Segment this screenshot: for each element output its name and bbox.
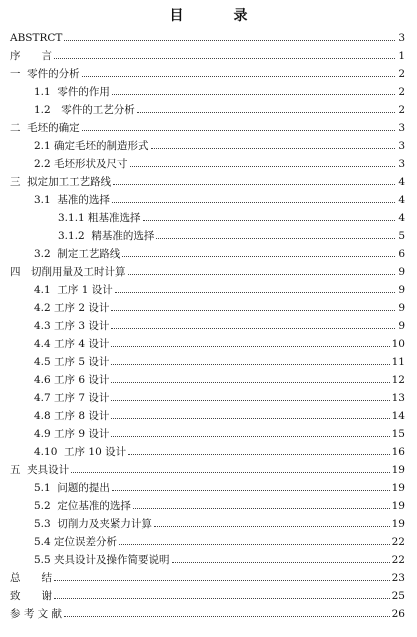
toc-entry-label: 5.1 问题的提出	[34, 482, 110, 494]
toc-entry-page: 4	[398, 212, 405, 224]
toc-entry-page: 26	[391, 608, 405, 620]
toc-entry-label: 3.1 基准的选择	[34, 194, 110, 206]
dot-leader	[113, 183, 395, 185]
toc-entry-page: 13	[391, 392, 405, 404]
toc-entry-page: 2	[398, 86, 405, 98]
toc-entry-label: 总 结	[10, 572, 52, 584]
toc-entry-page: 9	[398, 266, 405, 278]
toc-entry-page: 2	[398, 68, 405, 80]
dot-leader	[119, 543, 390, 545]
dot-leader	[122, 255, 395, 257]
toc-entry[interactable]	[10, 458, 405, 476]
toc-entry[interactable]	[34, 314, 405, 332]
toc-entry[interactable]	[10, 566, 405, 584]
toc-entry-label: 三 拟定加工工艺路线	[10, 176, 112, 188]
toc-entry-page: 3	[398, 158, 405, 170]
toc-entry-page: 11	[391, 356, 405, 368]
toc-entry-label: 5.5 夹具设计及操作简要说明	[34, 554, 170, 566]
toc-entry[interactable]	[34, 188, 405, 206]
toc-entry-label: 4.6 工序 6 设计	[34, 374, 110, 386]
toc-entry-label: ABSTRCT	[10, 32, 63, 44]
dot-leader	[112, 93, 395, 95]
toc-entry[interactable]	[34, 530, 405, 548]
toc-entry-label: 4.8 工序 8 设计	[34, 410, 110, 422]
toc-entry[interactable]	[34, 404, 405, 422]
toc-entry-page: 19	[391, 464, 405, 476]
toc-entry[interactable]	[34, 134, 405, 152]
toc-entry-page: 1	[398, 50, 405, 62]
toc-entry[interactable]	[34, 98, 405, 116]
toc-entry-label: 4.9 工序 9 设计	[34, 428, 110, 440]
toc-entry-label: 2.2 毛坯形状及尺寸	[34, 158, 128, 170]
dot-leader	[130, 165, 395, 167]
toc-entry-label: 4.10 工序 10 设计	[34, 446, 127, 458]
dot-leader	[111, 327, 395, 329]
toc-entry[interactable]	[34, 386, 405, 404]
toc-entry[interactable]	[34, 242, 405, 260]
toc-entry-page: 10	[391, 338, 405, 350]
toc-entry[interactable]	[34, 80, 405, 98]
toc-entry[interactable]	[10, 116, 405, 134]
dot-leader	[112, 489, 390, 491]
toc-entry-page: 3	[398, 32, 405, 44]
toc-entry-label: 二 毛坯的确定	[10, 122, 80, 134]
toc-entry[interactable]	[34, 152, 405, 170]
toc-entry[interactable]	[58, 224, 405, 242]
dot-leader	[151, 147, 395, 149]
toc-entry-label: 2.1 确定毛坯的制造形式	[34, 140, 149, 152]
toc-entry[interactable]	[10, 170, 405, 188]
toc-entry[interactable]	[34, 512, 405, 530]
toc-entry-page: 22	[391, 536, 405, 548]
toc-entry[interactable]	[34, 548, 405, 566]
dot-leader	[156, 237, 395, 239]
toc-entry-page: 19	[391, 518, 405, 530]
toc-entry-label: 致 谢	[10, 590, 52, 602]
toc-entry-page: 6	[398, 248, 405, 260]
toc-entry[interactable]	[34, 368, 405, 386]
toc-entry[interactable]	[34, 494, 405, 512]
dot-leader	[54, 57, 395, 59]
toc-entry-label: 4.7 工序 7 设计	[34, 392, 110, 404]
toc-entry-page: 9	[398, 320, 405, 332]
dot-leader	[111, 345, 389, 347]
dot-leader	[111, 309, 395, 311]
dot-leader	[143, 219, 395, 221]
toc-entry-label: 1.1 零件的作用	[34, 86, 110, 98]
toc-entry-page: 12	[391, 374, 405, 386]
toc-entry-label: 3.1.2 精基准的选择	[58, 230, 155, 242]
dot-leader	[111, 399, 389, 401]
dot-leader	[115, 291, 395, 293]
toc-entry-page: 19	[391, 482, 405, 494]
toc-entry-label: 一 零件的分析	[10, 68, 80, 80]
toc-entry-page: 2	[398, 104, 405, 116]
dot-leader	[111, 417, 389, 419]
toc-entry-label: 3.1.1 粗基准选择	[58, 212, 141, 224]
dot-leader	[54, 597, 390, 599]
dot-leader	[137, 111, 395, 113]
dot-leader	[71, 471, 389, 473]
toc-entry-label: 5.3 切削力及夹紧力计算	[34, 518, 152, 530]
dot-leader	[154, 525, 390, 527]
dot-leader	[128, 273, 396, 275]
toc-entry-label: 4.5 工序 5 设计	[34, 356, 110, 368]
dot-leader	[133, 507, 390, 509]
toc-entry-label: 4.3 工序 3 设计	[34, 320, 110, 332]
toc-entry-page: 16	[391, 446, 405, 458]
toc-entry-page: 14	[391, 410, 405, 422]
toc-entry[interactable]	[10, 44, 405, 62]
dot-leader	[64, 615, 390, 617]
dot-leader	[172, 561, 390, 563]
page-title: 目 录	[169, 8, 266, 24]
toc-entry-label: 4.1 工序 1 设计	[34, 284, 113, 296]
toc-entry[interactable]	[58, 206, 405, 224]
toc-entry-label: 4.2 工序 2 设计	[34, 302, 110, 314]
toc-entry-page: 9	[398, 284, 405, 296]
toc-entry-page: 4	[398, 176, 405, 188]
dot-leader	[54, 579, 390, 581]
toc-entry-page: 23	[391, 572, 405, 584]
toc-entry[interactable]	[10, 584, 405, 602]
toc-entry[interactable]	[10, 260, 405, 278]
dot-leader	[82, 75, 395, 77]
toc-entry-page: 4	[398, 194, 405, 206]
toc-entry-label: 序 言	[10, 50, 52, 62]
toc-entry-page: 25	[391, 590, 405, 602]
dot-leader	[64, 39, 395, 41]
toc-entry-page: 15	[391, 428, 405, 440]
toc-entry[interactable]	[10, 602, 405, 620]
toc-entry-label: 1.2 零件的工艺分析	[34, 104, 135, 116]
toc-entry[interactable]	[34, 476, 405, 494]
toc-entry-page: 9	[398, 302, 405, 314]
toc-entry[interactable]	[34, 440, 405, 458]
toc-entry-label: 四 切削用量及工时计算	[10, 266, 126, 278]
toc-entry[interactable]	[10, 26, 405, 44]
dot-leader	[111, 435, 389, 437]
toc-entry-page: 19	[391, 500, 405, 512]
dot-leader	[82, 129, 395, 131]
toc-entry-label: 3.2 制定工艺路线	[34, 248, 121, 260]
dot-leader	[111, 363, 389, 365]
toc-entry-label: 5.4 定位误差分析	[34, 536, 118, 548]
toc-entry-page: 22	[391, 554, 405, 566]
toc-entry-label: 参 考 文 献	[10, 608, 63, 620]
toc-entry-label: 五 夹具设计	[10, 464, 70, 476]
toc-entry[interactable]	[34, 278, 405, 296]
dot-leader	[112, 201, 395, 203]
dot-leader	[111, 381, 389, 383]
toc-entry[interactable]	[34, 422, 405, 440]
toc-entry-page: 3	[398, 140, 405, 152]
toc-entry[interactable]	[34, 350, 405, 368]
toc-entry[interactable]	[34, 332, 405, 350]
dot-leader	[128, 453, 390, 455]
toc-entry-page: 5	[398, 230, 405, 242]
toc-entry[interactable]	[34, 296, 405, 314]
toc-entry-label: 5.2 定位基准的选择	[34, 500, 131, 512]
toc-entry[interactable]	[10, 62, 405, 80]
toc-entry-page: 3	[398, 122, 405, 134]
toc-entry-label: 4.4 工序 4 设计	[34, 338, 110, 350]
